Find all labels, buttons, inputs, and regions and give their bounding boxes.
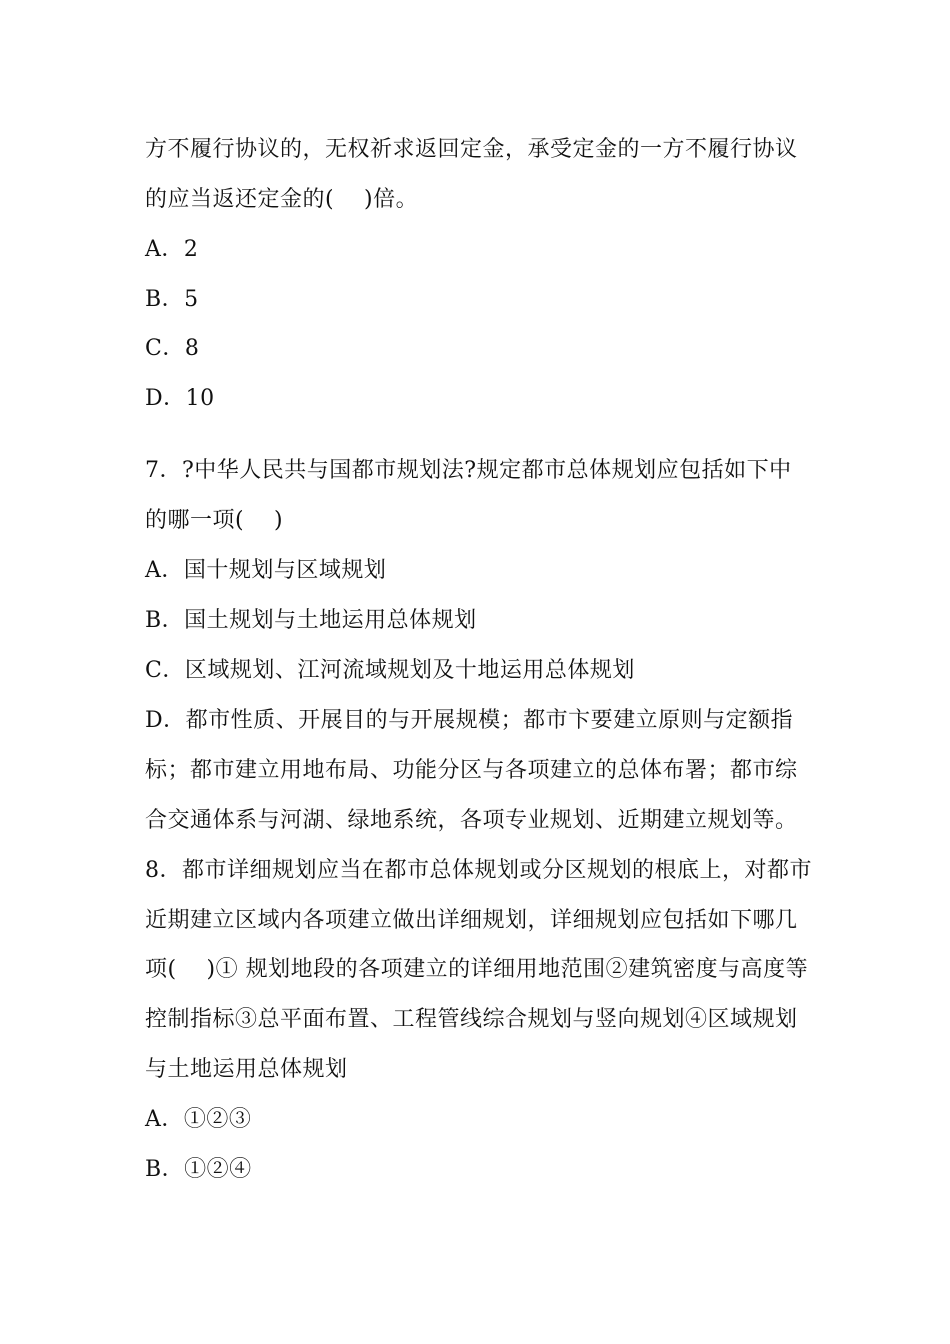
q7-stem-line-2: 的哪一项( )	[145, 508, 284, 533]
q6-option-b: B．5	[145, 287, 199, 312]
q6-stem-line-1: 方不履行协议的，无权祈求返回定金，承受定金的一方不履行协议	[145, 137, 798, 162]
q6-option-a: A．2	[145, 237, 199, 262]
q7-option-b: B．国土规划与土地运用总体规划	[145, 608, 477, 633]
q6-stem-line-2: 的应当返还定金的( )倍。	[145, 187, 419, 212]
q8-option-b: B．①②④	[145, 1157, 252, 1182]
q7-option-c: C．区域规划、江河流域规划及十地运用总体规划	[145, 658, 635, 683]
q7-option-d-line-3: 合交通体系与河湖、绿地系统，各项专业规划、近期建立规划等。	[145, 808, 798, 833]
q8-stem-line-3: 项( )① 规划地段的各项建立的详细用地范围②建筑密度与高度等	[145, 957, 809, 982]
q7-option-d-line-2: 标；都市建立用地布局、功能分区与各项建立的总体布署；都市综	[145, 758, 798, 783]
q6-option-d: D．10	[145, 386, 215, 411]
q8-stem-line-1: 8．都市详细规划应当在都市总体规划或分区规划的根底上，对都市	[145, 858, 812, 883]
q8-stem-line-4: 控制指标③总平面布置、工程管线综合规划与竖向规划④区域规划	[145, 1007, 798, 1032]
q7-option-d-line-1: D．都市性质、开展目的与开展规模；都市卞要建立原则与定额指	[145, 708, 794, 733]
q8-option-a: A．①②③	[145, 1107, 252, 1132]
q6-option-c: C．8	[145, 336, 200, 361]
q8-stem-line-5: 与土地运用总体规划	[145, 1057, 348, 1082]
q7-option-a: A．国十规划与区域规划	[145, 558, 387, 583]
q8-stem-line-2: 近期建立区域内各项建立做出详细规划，详细规划应包括如下哪几	[145, 908, 798, 933]
q7-stem-line-1: 7．?中华人民共与国都市规划法?规定都市总体规划应包括如下中	[145, 458, 792, 483]
